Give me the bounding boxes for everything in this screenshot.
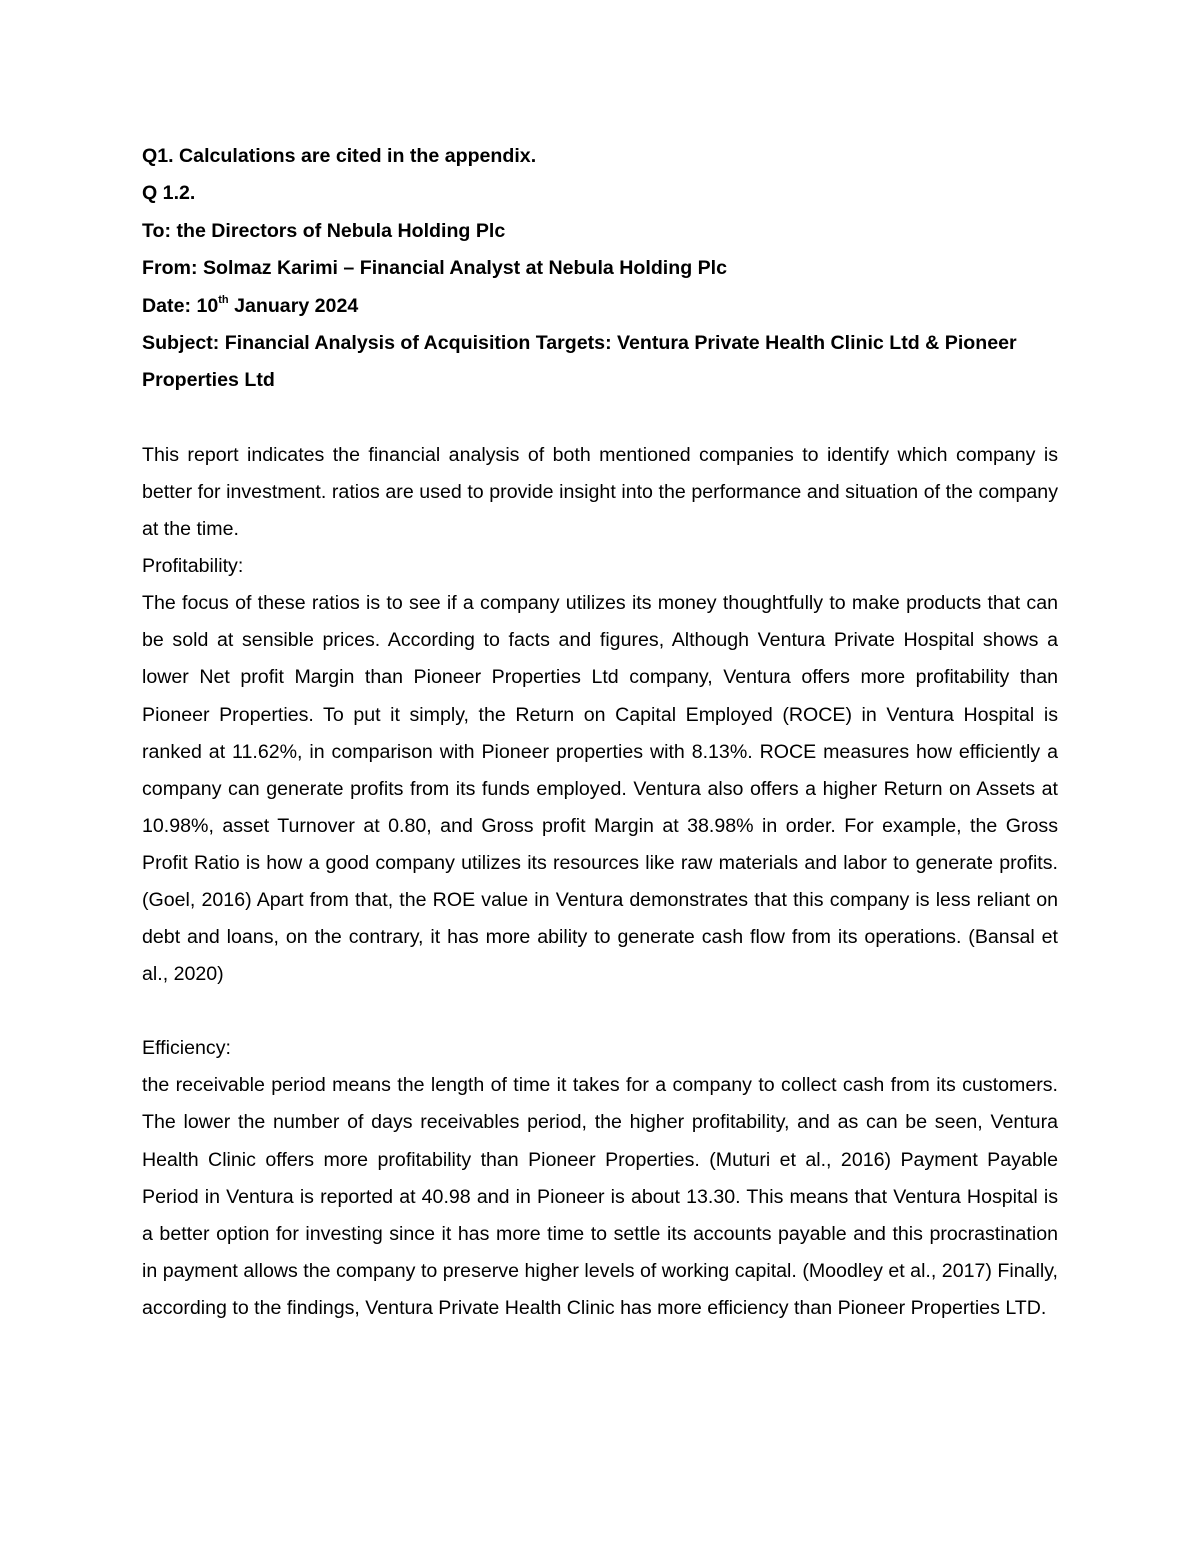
- spacer: [142, 993, 1058, 1030]
- efficiency-paragraph: the receivable period means the length of time it takes for a company to collect cash from its customers. The lower the number of days receivables period, the higher profitability, and as can be seen, Ventura Health Clinic offers more profitability than Pioneer Properties. (Muturi et al., 2016) Payment Payable Period in Ventura is reported at 40.98 and in Pioneer is about 13.30. This means that Ventura Hospital is a better option for investing since it has more time to settle its accounts payable and this procrastination in payment allows the company to preserve higher levels of working capital. (Moodley et al., 2017) Finally, according to the findings, Ventura Private Health Clinic has more efficiency than Pioneer Properties LTD.: [142, 1074, 1058, 1319]
- profitability-paragraph: The focus of these ratios is to see if a company utilizes its money thoughtfully to make products that can be sold at sensible prices. According to facts and figures, Although Ventura Private Hospital shows a lower Net profit Margin than Pioneer Properties Ltd company, Ventura offers more profitability than Pioneer Properties. To put it simply, the Return on Capital Employed (ROCE) in Ventura Hospital is ranked at 11.62%, in comparison with Pioneer properties with 8.13%. ROCE measures how efficiently a company can generate profits from its funds employed. Ventura also offers a higher Return on Assets at 10.98%, asset Turnover at 0.80, and Gross profit Margin at 38.98% in order. For example, the Gross Profit Ratio is how a good company utilizes its resources like raw materials and labor to generate profits. (Goel, 2016) Apart from that, the ROE value in Ventura demonstrates that this company is less reliant on debt and loans, on the contrary, it has more ability to generate cash flow from its operations. (Bansal et al., 2020): [142, 592, 1058, 986]
- profitability-heading: Profitability:: [142, 555, 244, 578]
- q1-2-heading: Q 1.2.: [142, 182, 196, 205]
- memo-date-suffix: January 2024: [228, 294, 359, 317]
- memo-subject: Subject: Financial Analysis of Acquisition Targets: Ventura Private Health Clinic Ltd & Pioneer Properties Ltd: [142, 332, 1017, 392]
- q1-heading: Q1. Calculations are cited in the appendix.: [142, 145, 537, 167]
- spacer: [142, 400, 1058, 437]
- memo-from: From: Solmaz Karimi – Financial Analyst at Nebula Holding Plc: [142, 257, 728, 280]
- memo-date-superscript: th: [218, 294, 229, 307]
- intro-paragraph: This report indicates the financial analysis of both mentioned companies to identify which company is better for investment. ratios are used to provide insight into the performance and situation of the company at the time.: [142, 443, 1058, 541]
- memo-to: To: the Directors of Nebula Holding Plc: [142, 219, 506, 242]
- memo-date-prefix: Date: 10: [142, 294, 219, 317]
- document-body: [142, 138, 1058, 1327]
- efficiency-heading: Efficiency:: [142, 1037, 231, 1060]
- memo-date: [142, 288, 1058, 325]
